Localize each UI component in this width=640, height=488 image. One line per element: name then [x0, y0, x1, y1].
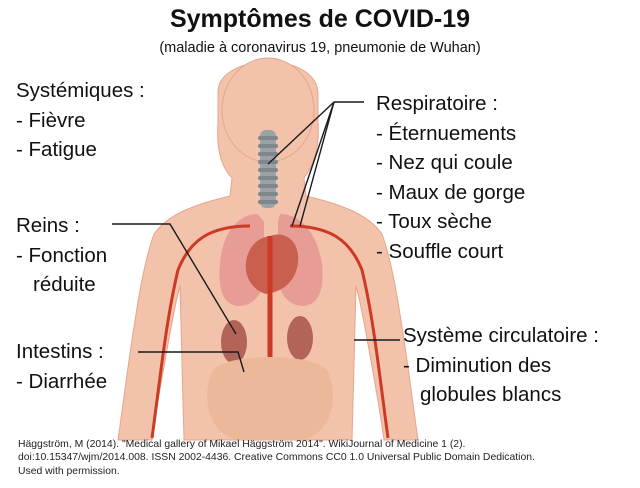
- circulatory-heading: Système circulatoire :: [403, 324, 599, 347]
- symptom-sneezing: - Éternuements: [376, 121, 517, 145]
- respiratory-heading: Respiratoire :: [376, 92, 498, 115]
- trachea-ring: [258, 144, 278, 148]
- kidney-symptoms-group: [16, 211, 107, 300]
- intestine-symptoms-group: [16, 337, 107, 396]
- intestines: [207, 357, 333, 440]
- page-title: Symptômes de COVID-19: [169, 5, 471, 33]
- symptom-low-white-cells-line2: globules blancs: [420, 383, 562, 406]
- credit-line-2: doi:10.15347/wjm/2014.008. ISSN 2002-4436. Creative Commons CC0 1.0 Universal Public Domain Dedication.: [18, 452, 535, 464]
- credit-line-3: Used with permission.: [18, 465, 120, 477]
- trachea-ring: [258, 192, 278, 196]
- symptom-fatigue: - Fatigue: [16, 138, 97, 161]
- trachea-ring: [258, 168, 278, 172]
- symptom-fever: - Fièvre: [16, 108, 86, 132]
- symptom-runny-nose: - Nez qui coule: [376, 151, 513, 174]
- trachea-ring: [258, 200, 278, 204]
- image-credit: [18, 438, 618, 478]
- systemic-symptoms-group: [16, 76, 145, 165]
- trachea-rings: [258, 136, 278, 204]
- symptom-low-white-cells-line1: - Diminution des: [403, 353, 552, 377]
- symptom-dry-cough: - Toux sèche: [376, 210, 492, 233]
- page-subtitle: (maladie à coronavirus 19, pneumonie de Wuhan): [159, 40, 481, 56]
- circulatory-symptoms-group: [403, 321, 599, 410]
- respiratory-symptoms-group: [376, 89, 525, 266]
- symptom-reduced-function-line2: réduite: [33, 273, 96, 296]
- trachea-ring: [258, 136, 278, 140]
- trachea-ring: [258, 176, 278, 180]
- symptom-diarrhea: - Diarrhée: [16, 369, 108, 393]
- left-kidney: [221, 320, 247, 364]
- systemic-heading: Systémiques :: [16, 79, 145, 102]
- symptom-shortness-of-breath: - Souffle court: [376, 239, 504, 263]
- credit-line-1: Häggström, M (2014). "Medical gallery of Mikael Häggström 2014". WikiJournal of Medicine 1 (2).: [18, 439, 466, 450]
- intestines-heading: Intestins :: [16, 340, 104, 363]
- right-kidney: [287, 316, 313, 360]
- trachea-ring: [258, 152, 278, 156]
- symptom-reduced-function-line1: - Fonction: [16, 243, 108, 267]
- symptom-sore-throat: - Maux de gorge: [376, 180, 526, 204]
- trachea-ring: [258, 184, 278, 188]
- kidneys-heading: Reins :: [16, 214, 80, 237]
